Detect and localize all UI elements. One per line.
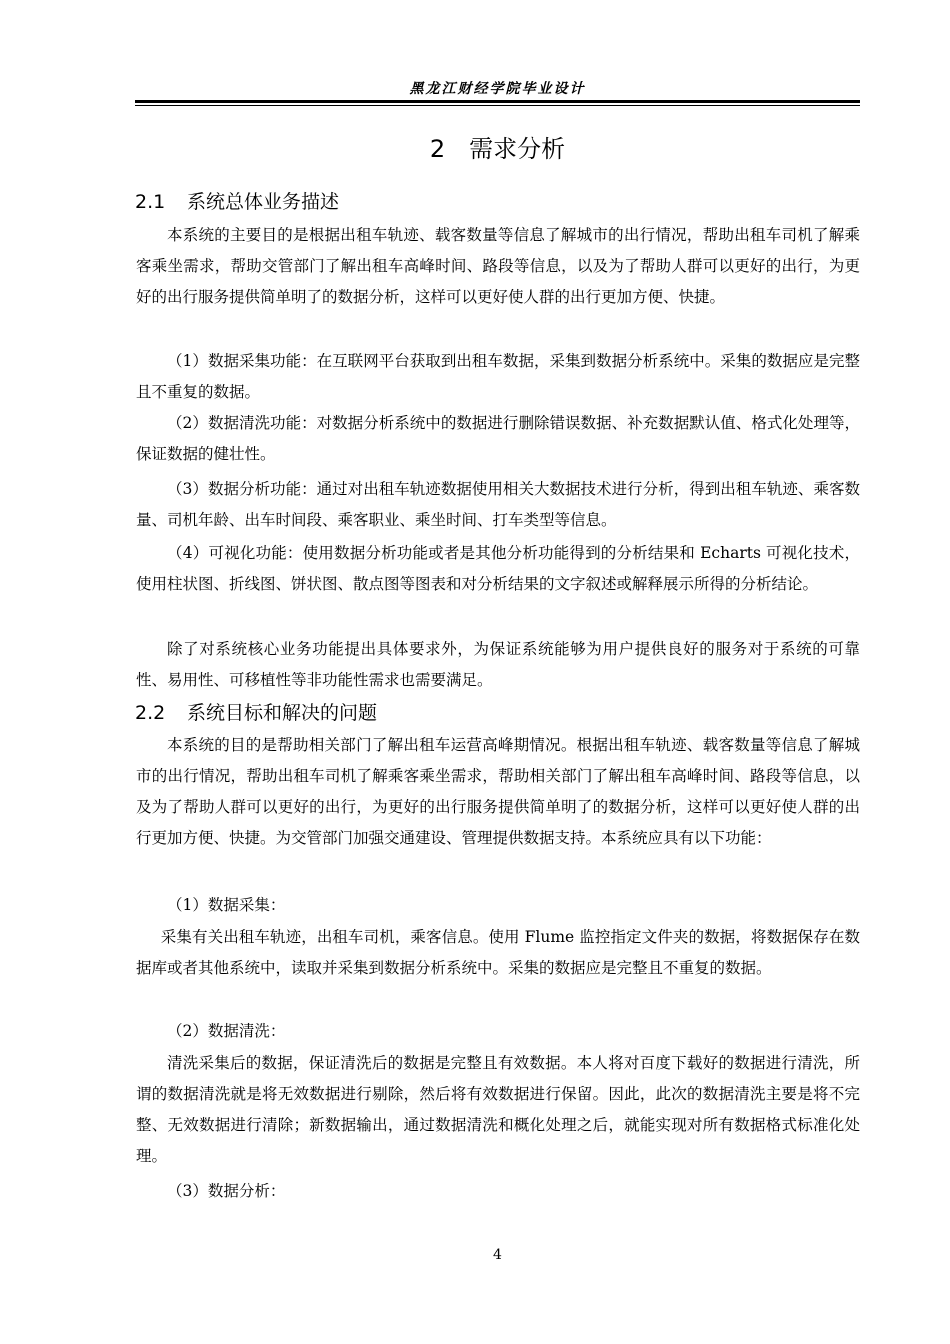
paragraph: （1）数据采集功能：在互联网平台获取到出租车数据，采集到数据分析系统中。采集的数据应是完整且不重复的数据。 (136, 352, 860, 401)
paragraph: （4）可视化功能：使用数据分析功能或者是其他分析功能得到的分析结果和 Echarts 可视化技术，使用柱状图、折线图、饼状图、散点图等图表和对分析结果的文字叙述或解释展示所得的分析结论。 (136, 544, 860, 593)
section-title: 系统目标和解决的问题 (187, 702, 378, 724)
paragraph: （3）数据分析： (167, 1182, 286, 1200)
paragraph: 采集有关出租车轨迹，出租车司机，乘客信息。使用 Flume 监控指定文件夹的数据，将数据保存在数据库或者其他系统中，读取并采集到数据分析系统中。采集的数据应是完整且不重复的数据。 (136, 928, 860, 977)
paragraph: 本系统的目的是帮助相关部门了解出租车运营高峰期情况。根据出租车轨迹、载客数量等信息了解城市的出行情况，帮助出租车司机了解乘客乘坐需求，帮助相关部门了解出租车高峰时间、路段等信息，以及为了帮助人群可以更好的出行，为更好的出行服务提供简单明了的数据分析，这样可以更好使人群的出行更加方便、快捷。为交管部门加强交通建设、管理提供数据支持。本系统应具有以下功能： (136, 736, 860, 847)
section-heading-2-1 (135, 189, 339, 215)
section-title: 系统总体业务描述 (187, 191, 340, 213)
paragraph: （2）数据清洗功能：对数据分析系统中的数据进行删除错误数据、补充数据默认值、格式化处理等，保证数据的健壮性。 (136, 414, 860, 463)
paragraph: 除了对系统核心业务功能提出具体要求外，为保证系统能够为用户提供良好的服务对于系统的可靠性、易用性、可移植性等非功能性需求也需要满足。 (136, 640, 860, 689)
paragraph: （2）数据清洗： (167, 1022, 286, 1040)
chapter-title (135, 133, 860, 165)
paragraph: 本系统的主要目的是根据出租车轨迹、载客数量等信息了解城市的出行情况，帮助出租车司机了解乘客乘坐需求，帮助交管部门了解出租车高峰时间、路段等信息，以及为了帮助人群可以更好的出行，为更好的出行服务提供简单明了的数据分析，这样可以更好使人群的出行更加方便、快捷。 (136, 226, 860, 306)
paragraph: （3）数据分析功能：通过对出租车轨迹数据使用相关大数据技术进行分析，得到出租车轨迹、乘客数量、司机年龄、出车时间段、乘客职业、乘坐时间、打车类型等信息。 (136, 480, 860, 529)
header-rule-thin (135, 105, 860, 106)
header-rule-thick (135, 100, 860, 103)
section-number: 2.2 (135, 702, 166, 724)
paragraph: （1）数据采集： (167, 896, 286, 914)
chapter-number: 2 (429, 135, 446, 163)
page-number: 4 (493, 1247, 502, 1263)
chapter-name: 需求分析 (469, 135, 566, 163)
running-header: 黑龙江财经学院毕业设计 (409, 81, 586, 97)
section-heading-2-2 (135, 700, 377, 726)
section-number: 2.1 (135, 191, 166, 213)
paragraph: 清洗采集后的数据，保证清洗后的数据是完整且有效数据。本人将对百度下载好的数据进行清洗，所谓的数据清洗就是将无效数据进行剔除，然后将有效数据进行保留。因此，此次的数据清洗主要是将不完整、无效数据进行清除；新数据输出，通过数据清洗和概化处理之后，就能实现对所有数据格式标准化处理。 (136, 1054, 860, 1165)
